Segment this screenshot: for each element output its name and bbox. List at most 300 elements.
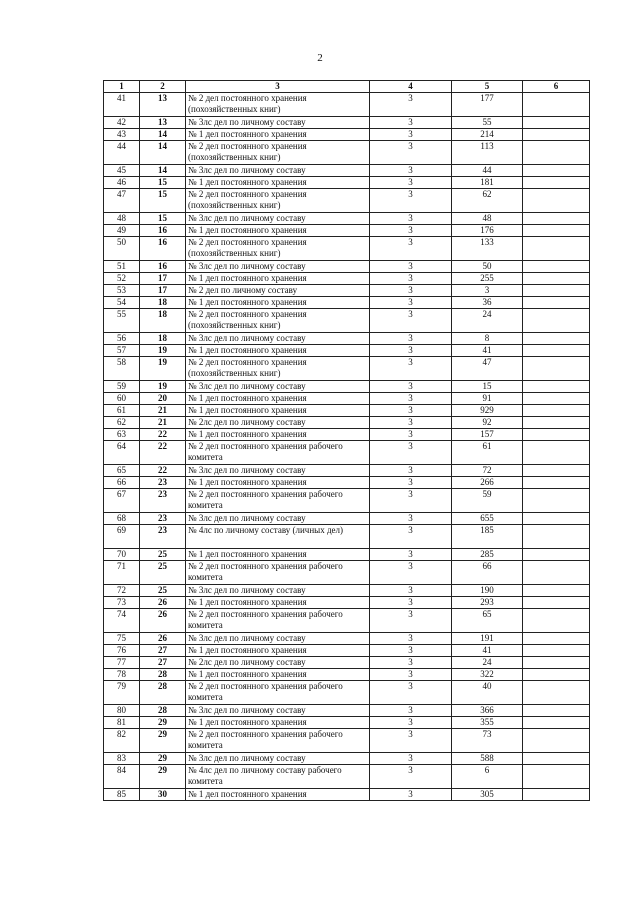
fund-number-cell: 29	[140, 765, 186, 789]
row-number-cell: 66	[104, 477, 140, 489]
column-header-2: 2	[140, 81, 186, 93]
note-cell	[523, 525, 590, 549]
count-b-cell: 59	[452, 489, 523, 513]
fund-number-cell: 29	[140, 729, 186, 753]
fund-number-cell: 26	[140, 633, 186, 645]
fund-number-cell: 23	[140, 489, 186, 513]
note-cell	[523, 273, 590, 285]
fund-number-cell: 15	[140, 213, 186, 225]
count-b-cell: 322	[452, 669, 523, 681]
note-cell	[523, 381, 590, 393]
count-b-cell: 73	[452, 729, 523, 753]
note-cell	[523, 93, 590, 117]
row-number-cell: 85	[104, 789, 140, 801]
count-a-cell: 3	[370, 513, 452, 525]
table-row	[104, 489, 590, 513]
fund-number-cell: 30	[140, 789, 186, 801]
count-a-cell: 3	[370, 561, 452, 585]
count-a-cell: 3	[370, 729, 452, 753]
note-cell	[523, 657, 590, 669]
row-number-cell: 72	[104, 585, 140, 597]
count-b-cell: 62	[452, 189, 523, 213]
table-row	[104, 681, 590, 705]
row-number-cell: 73	[104, 597, 140, 609]
row-number-cell: 44	[104, 141, 140, 165]
inventory-title-cell: № 3лс дел по личному составу	[186, 381, 370, 393]
note-cell	[523, 765, 590, 789]
count-a-cell: 3	[370, 237, 452, 261]
count-a-cell: 3	[370, 213, 452, 225]
fund-number-cell: 17	[140, 285, 186, 297]
row-number-cell: 65	[104, 465, 140, 477]
table-row	[104, 645, 590, 657]
count-a-cell: 3	[370, 393, 452, 405]
count-b-cell: 185	[452, 525, 523, 549]
count-a-cell: 3	[370, 441, 452, 465]
fund-number-cell: 17	[140, 273, 186, 285]
count-b-cell: 41	[452, 345, 523, 357]
fund-number-cell: 29	[140, 753, 186, 765]
note-cell	[523, 213, 590, 225]
fund-number-cell: 25	[140, 585, 186, 597]
count-a-cell: 3	[370, 93, 452, 117]
count-a-cell: 3	[370, 525, 452, 549]
row-number-cell: 59	[104, 381, 140, 393]
count-b-cell: 55	[452, 117, 523, 129]
table-row	[104, 237, 590, 261]
table-row	[104, 333, 590, 345]
count-a-cell: 3	[370, 177, 452, 189]
inventory-title-cell: № 3лс дел по личному составу	[186, 117, 370, 129]
count-b-cell: 91	[452, 393, 523, 405]
table-row	[104, 129, 590, 141]
count-a-cell: 3	[370, 633, 452, 645]
row-number-cell: 64	[104, 441, 140, 465]
row-number-cell: 52	[104, 273, 140, 285]
count-a-cell: 3	[370, 789, 452, 801]
note-cell	[523, 393, 590, 405]
table-row	[104, 177, 590, 189]
table-row	[104, 633, 590, 645]
note-cell	[523, 717, 590, 729]
row-number-cell: 81	[104, 717, 140, 729]
row-number-cell: 82	[104, 729, 140, 753]
count-b-cell: 293	[452, 597, 523, 609]
note-cell	[523, 165, 590, 177]
fund-number-cell: 15	[140, 177, 186, 189]
inventory-title-cell: № 2 дел постоянного хранения рабочего комитета	[186, 681, 370, 705]
fund-number-cell: 18	[140, 333, 186, 345]
row-number-cell: 55	[104, 309, 140, 333]
note-cell	[523, 549, 590, 561]
fund-number-cell: 27	[140, 645, 186, 657]
inventory-title-cell: № 4лс по личному составу (личных дел)	[186, 525, 370, 549]
inventory-title-cell: № 3лс дел по личному составу	[186, 465, 370, 477]
note-cell	[523, 441, 590, 465]
inventory-title-cell: № 3лс дел по личному составу	[186, 213, 370, 225]
register-table	[103, 80, 590, 801]
count-b-cell: 15	[452, 381, 523, 393]
count-a-cell: 3	[370, 489, 452, 513]
inventory-title-cell: № 3лс дел по личному составу	[186, 585, 370, 597]
count-a-cell: 3	[370, 477, 452, 489]
count-a-cell: 3	[370, 381, 452, 393]
table-row	[104, 213, 590, 225]
row-number-cell: 67	[104, 489, 140, 513]
count-b-cell: 65	[452, 609, 523, 633]
count-b-cell: 6	[452, 765, 523, 789]
fund-number-cell: 22	[140, 429, 186, 441]
inventory-title-cell: № 1 дел постоянного хранения	[186, 129, 370, 141]
fund-number-cell: 29	[140, 717, 186, 729]
table-row	[104, 357, 590, 381]
table-row	[104, 165, 590, 177]
inventory-title-cell: № 1 дел постоянного хранения	[186, 225, 370, 237]
table-row	[104, 189, 590, 213]
table-row	[104, 381, 590, 393]
table-row	[104, 705, 590, 717]
note-cell	[523, 489, 590, 513]
inventory-title-cell: № 1 дел постоянного хранения	[186, 345, 370, 357]
row-number-cell: 79	[104, 681, 140, 705]
row-number-cell: 84	[104, 765, 140, 789]
fund-number-cell: 21	[140, 405, 186, 417]
inventory-title-cell: № 1 дел постоянного хранения	[186, 717, 370, 729]
fund-number-cell: 27	[140, 657, 186, 669]
table-row	[104, 717, 590, 729]
inventory-title-cell: № 2 дел постоянного хранения (похозяйственных книг)	[186, 93, 370, 117]
count-b-cell: 61	[452, 441, 523, 465]
row-number-cell: 48	[104, 213, 140, 225]
table-row	[104, 297, 590, 309]
inventory-title-cell: № 2 дел по личному составу	[186, 285, 370, 297]
header-row	[104, 81, 590, 93]
table-row	[104, 117, 590, 129]
inventory-title-cell: № 3лс дел по личному составу	[186, 333, 370, 345]
column-header-5: 5	[452, 81, 523, 93]
count-b-cell: 366	[452, 705, 523, 717]
row-number-cell: 71	[104, 561, 140, 585]
count-b-cell: 285	[452, 549, 523, 561]
note-cell	[523, 645, 590, 657]
row-number-cell: 47	[104, 189, 140, 213]
table-row	[104, 405, 590, 417]
inventory-title-cell: № 2 дел постоянного хранения рабочего комитета	[186, 729, 370, 753]
count-b-cell: 181	[452, 177, 523, 189]
count-a-cell: 3	[370, 297, 452, 309]
count-a-cell: 3	[370, 717, 452, 729]
inventory-title-cell: № 2 дел постоянного хранения (похозяйственных книг)	[186, 357, 370, 381]
count-b-cell: 177	[452, 93, 523, 117]
count-a-cell: 3	[370, 609, 452, 633]
fund-number-cell: 23	[140, 513, 186, 525]
fund-number-cell: 28	[140, 705, 186, 717]
fund-number-cell: 19	[140, 357, 186, 381]
table-row	[104, 345, 590, 357]
count-b-cell: 66	[452, 561, 523, 585]
note-cell	[523, 789, 590, 801]
row-number-cell: 45	[104, 165, 140, 177]
inventory-title-cell: № 2 дел постоянного хранения (похозяйственных книг)	[186, 309, 370, 333]
count-b-cell: 48	[452, 213, 523, 225]
count-b-cell: 255	[452, 273, 523, 285]
row-number-cell: 61	[104, 405, 140, 417]
count-b-cell: 588	[452, 753, 523, 765]
inventory-title-cell: № 1 дел постоянного хранения	[186, 405, 370, 417]
count-a-cell: 3	[370, 465, 452, 477]
count-a-cell: 3	[370, 129, 452, 141]
count-b-cell: 157	[452, 429, 523, 441]
count-a-cell: 3	[370, 597, 452, 609]
note-cell	[523, 417, 590, 429]
row-number-cell: 50	[104, 237, 140, 261]
row-number-cell: 69	[104, 525, 140, 549]
count-b-cell: 176	[452, 225, 523, 237]
count-a-cell: 3	[370, 585, 452, 597]
count-a-cell: 3	[370, 345, 452, 357]
count-a-cell: 3	[370, 705, 452, 717]
row-number-cell: 58	[104, 357, 140, 381]
count-a-cell: 3	[370, 405, 452, 417]
fund-number-cell: 13	[140, 93, 186, 117]
note-cell	[523, 333, 590, 345]
count-a-cell: 3	[370, 273, 452, 285]
count-b-cell: 8	[452, 333, 523, 345]
note-cell	[523, 465, 590, 477]
fund-number-cell: 15	[140, 189, 186, 213]
table-row	[104, 753, 590, 765]
row-number-cell: 56	[104, 333, 140, 345]
fund-number-cell: 25	[140, 561, 186, 585]
count-b-cell: 305	[452, 789, 523, 801]
count-a-cell: 3	[370, 657, 452, 669]
count-b-cell: 40	[452, 681, 523, 705]
row-number-cell: 41	[104, 93, 140, 117]
count-b-cell: 24	[452, 657, 523, 669]
count-a-cell: 3	[370, 669, 452, 681]
inventory-title-cell: № 2 дел постоянного хранения рабочего комитета	[186, 489, 370, 513]
note-cell	[523, 561, 590, 585]
fund-number-cell: 19	[140, 345, 186, 357]
count-b-cell: 24	[452, 309, 523, 333]
note-cell	[523, 117, 590, 129]
table-row	[104, 273, 590, 285]
fund-number-cell: 22	[140, 465, 186, 477]
row-number-cell: 43	[104, 129, 140, 141]
row-number-cell: 62	[104, 417, 140, 429]
fund-number-cell: 25	[140, 549, 186, 561]
note-cell	[523, 141, 590, 165]
row-number-cell: 70	[104, 549, 140, 561]
fund-number-cell: 21	[140, 417, 186, 429]
inventory-title-cell: № 3лс дел по личному составу	[186, 513, 370, 525]
table-row	[104, 93, 590, 117]
table-row	[104, 441, 590, 465]
count-a-cell: 3	[370, 261, 452, 273]
table-row	[104, 309, 590, 333]
row-number-cell: 78	[104, 669, 140, 681]
inventory-title-cell: № 3лс дел по личному составу	[186, 165, 370, 177]
column-header-1: 1	[104, 81, 140, 93]
count-b-cell: 929	[452, 405, 523, 417]
count-a-cell: 3	[370, 417, 452, 429]
fund-number-cell: 23	[140, 525, 186, 549]
note-cell	[523, 585, 590, 597]
count-b-cell: 655	[452, 513, 523, 525]
count-a-cell: 3	[370, 285, 452, 297]
fund-number-cell: 26	[140, 609, 186, 633]
table-body	[104, 93, 590, 801]
note-cell	[523, 609, 590, 633]
inventory-title-cell: № 2лс дел по личному составу	[186, 417, 370, 429]
inventory-title-cell: № 1 дел постоянного хранения	[186, 645, 370, 657]
note-cell	[523, 669, 590, 681]
inventory-title-cell: № 3лс дел по личному составу	[186, 261, 370, 273]
fund-number-cell: 16	[140, 261, 186, 273]
note-cell	[523, 261, 590, 273]
table-row	[104, 561, 590, 585]
count-b-cell: 36	[452, 297, 523, 309]
fund-number-cell: 18	[140, 309, 186, 333]
note-cell	[523, 729, 590, 753]
row-number-cell: 42	[104, 117, 140, 129]
count-b-cell: 92	[452, 417, 523, 429]
count-a-cell: 3	[370, 753, 452, 765]
count-a-cell: 3	[370, 645, 452, 657]
row-number-cell: 80	[104, 705, 140, 717]
fund-number-cell: 19	[140, 381, 186, 393]
row-number-cell: 57	[104, 345, 140, 357]
fund-number-cell: 18	[140, 297, 186, 309]
table-row	[104, 429, 590, 441]
table-row	[104, 789, 590, 801]
inventory-title-cell: № 1 дел постоянного хранения	[186, 177, 370, 189]
inventory-title-cell: № 3лс дел по личному составу	[186, 633, 370, 645]
inventory-title-cell: № 2 дел постоянного хранения рабочего комитета	[186, 561, 370, 585]
count-b-cell: 133	[452, 237, 523, 261]
count-a-cell: 3	[370, 117, 452, 129]
table-row	[104, 225, 590, 237]
table-row	[104, 393, 590, 405]
fund-number-cell: 14	[140, 129, 186, 141]
note-cell	[523, 705, 590, 717]
row-number-cell: 53	[104, 285, 140, 297]
count-a-cell: 3	[370, 333, 452, 345]
count-b-cell: 214	[452, 129, 523, 141]
row-number-cell: 83	[104, 753, 140, 765]
count-a-cell: 3	[370, 681, 452, 705]
note-cell	[523, 513, 590, 525]
inventory-title-cell: № 1 дел постоянного хранения	[186, 597, 370, 609]
inventory-title-cell: № 1 дел постоянного хранения	[186, 549, 370, 561]
row-number-cell: 77	[104, 657, 140, 669]
page-number: 2	[317, 52, 323, 64]
inventory-title-cell: № 1 дел постоянного хранения	[186, 669, 370, 681]
row-number-cell: 75	[104, 633, 140, 645]
note-cell	[523, 309, 590, 333]
inventory-title-cell: № 2 дел постоянного хранения (похозяйственных книг)	[186, 141, 370, 165]
note-cell	[523, 405, 590, 417]
row-number-cell: 49	[104, 225, 140, 237]
inventory-title-cell: № 1 дел постоянного хранения	[186, 477, 370, 489]
count-b-cell: 3	[452, 285, 523, 297]
row-number-cell: 51	[104, 261, 140, 273]
table-row	[104, 477, 590, 489]
inventory-title-cell: № 2 дел постоянного хранения (похозяйственных книг)	[186, 189, 370, 213]
count-b-cell: 41	[452, 645, 523, 657]
count-b-cell: 113	[452, 141, 523, 165]
inventory-title-cell: № 2лс дел по личному составу	[186, 657, 370, 669]
inventory-title-cell: № 1 дел постоянного хранения	[186, 297, 370, 309]
table-row	[104, 141, 590, 165]
table-row	[104, 417, 590, 429]
fund-number-cell: 28	[140, 681, 186, 705]
row-number-cell: 46	[104, 177, 140, 189]
table-row	[104, 585, 590, 597]
note-cell	[523, 345, 590, 357]
note-cell	[523, 177, 590, 189]
count-b-cell: 47	[452, 357, 523, 381]
note-cell	[523, 477, 590, 489]
count-b-cell: 72	[452, 465, 523, 477]
table-row	[104, 513, 590, 525]
count-a-cell: 3	[370, 189, 452, 213]
fund-number-cell: 13	[140, 117, 186, 129]
count-a-cell: 3	[370, 165, 452, 177]
row-number-cell: 68	[104, 513, 140, 525]
row-number-cell: 74	[104, 609, 140, 633]
note-cell	[523, 285, 590, 297]
count-b-cell: 191	[452, 633, 523, 645]
count-a-cell: 3	[370, 141, 452, 165]
note-cell	[523, 237, 590, 261]
note-cell	[523, 189, 590, 213]
table-row	[104, 657, 590, 669]
inventory-title-cell: № 4лс дел по личному составу рабочего комитета	[186, 765, 370, 789]
inventory-title-cell: № 3лс дел по личному составу	[186, 753, 370, 765]
note-cell	[523, 297, 590, 309]
count-b-cell: 266	[452, 477, 523, 489]
fund-number-cell: 14	[140, 165, 186, 177]
table-header	[104, 81, 590, 93]
table-row	[104, 261, 590, 273]
count-a-cell: 3	[370, 549, 452, 561]
count-b-cell: 355	[452, 717, 523, 729]
table-row	[104, 729, 590, 753]
note-cell	[523, 633, 590, 645]
inventory-title-cell: № 1 дел постоянного хранения	[186, 429, 370, 441]
fund-number-cell: 20	[140, 393, 186, 405]
table-row	[104, 549, 590, 561]
inventory-title-cell: № 1 дел постоянного хранения	[186, 393, 370, 405]
inventory-title-cell: № 3лс дел по личному составу	[186, 705, 370, 717]
inventory-title-cell: № 1 дел постоянного хранения	[186, 273, 370, 285]
fund-number-cell: 14	[140, 141, 186, 165]
table-row	[104, 465, 590, 477]
fund-number-cell: 28	[140, 669, 186, 681]
note-cell	[523, 681, 590, 705]
inventory-title-cell: № 2 дел постоянного хранения рабочего комитета	[186, 609, 370, 633]
note-cell	[523, 129, 590, 141]
row-number-cell: 63	[104, 429, 140, 441]
fund-number-cell: 16	[140, 225, 186, 237]
note-cell	[523, 225, 590, 237]
column-header-3: 3	[186, 81, 370, 93]
count-a-cell: 3	[370, 765, 452, 789]
row-number-cell: 76	[104, 645, 140, 657]
table-row	[104, 597, 590, 609]
row-number-cell: 54	[104, 297, 140, 309]
